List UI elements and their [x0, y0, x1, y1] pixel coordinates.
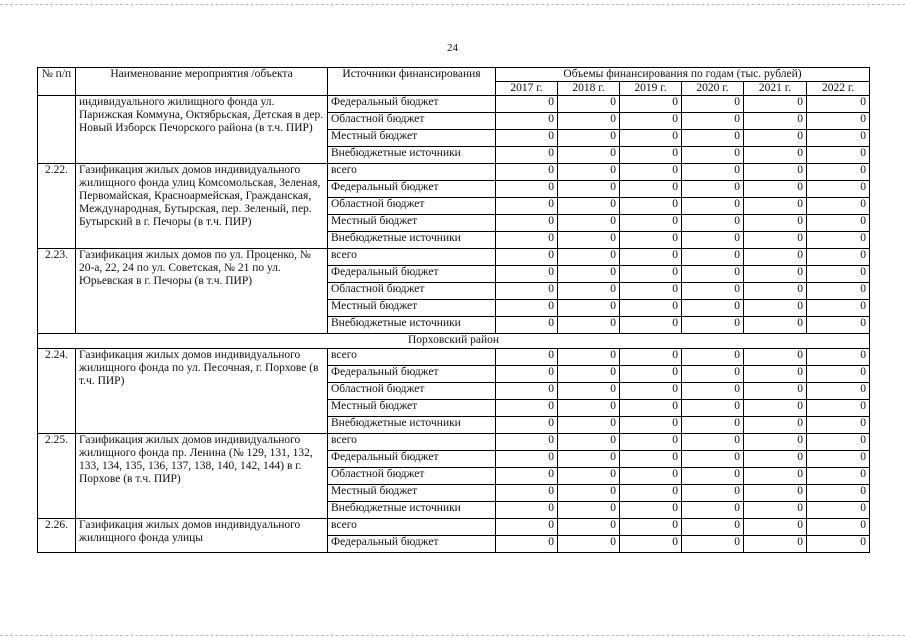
funding-source: всего	[328, 164, 496, 181]
funding-source: Местный бюджет	[328, 130, 496, 147]
year-value: 0	[558, 113, 620, 130]
year-value: 0	[807, 417, 870, 434]
year-value: 0	[744, 266, 807, 283]
item-name: Газификация жилых домов индивидуального жилищного фонда улицы	[76, 519, 328, 553]
item-number: 2.24.	[38, 349, 76, 434]
funding-source: всего	[328, 434, 496, 451]
year-value: 0	[620, 451, 682, 468]
year-value: 0	[496, 451, 558, 468]
year-value: 0	[682, 147, 744, 164]
year-value: 0	[744, 215, 807, 232]
year-value: 0	[496, 468, 558, 485]
year-value: 0	[682, 300, 744, 317]
year-value: 0	[807, 215, 870, 232]
year-value: 0	[620, 198, 682, 215]
year-value: 0	[682, 266, 744, 283]
year-value: 0	[496, 434, 558, 451]
year-value: 0	[807, 266, 870, 283]
funding-source: Местный бюджет	[328, 400, 496, 417]
item-name: Газификация жилых домов по ул. Проценко, № 20-а, 22, 24 по ул. Советская, № 21 по ул. Юрьевская в г. Печоры (в т.ч. ПИР)	[76, 249, 328, 334]
year-value: 0	[807, 198, 870, 215]
header-volumes: Объемы финансирования по годам (тыс. рублей)	[496, 68, 870, 82]
year-value: 0	[558, 383, 620, 400]
header-year: 2020 г.	[682, 82, 744, 96]
year-value: 0	[682, 400, 744, 417]
year-value: 0	[496, 215, 558, 232]
item-number: 2.23.	[38, 249, 76, 334]
year-value: 0	[620, 300, 682, 317]
year-value: 0	[682, 468, 744, 485]
year-value: 0	[807, 366, 870, 383]
year-value: 0	[682, 130, 744, 147]
year-value: 0	[558, 417, 620, 434]
year-value: 0	[496, 300, 558, 317]
year-value: 0	[807, 349, 870, 366]
item-number	[38, 96, 76, 164]
item-number: 2.25.	[38, 434, 76, 519]
year-value: 0	[558, 434, 620, 451]
table-row	[38, 249, 870, 266]
year-value: 0	[682, 349, 744, 366]
year-value: 0	[744, 317, 807, 334]
year-value: 0	[744, 96, 807, 113]
district-title: Порховский район	[38, 334, 870, 349]
year-value: 0	[496, 164, 558, 181]
year-value: 0	[620, 349, 682, 366]
year-value: 0	[558, 198, 620, 215]
year-value: 0	[807, 400, 870, 417]
year-value: 0	[807, 164, 870, 181]
year-value: 0	[807, 96, 870, 113]
scan-edge-top	[0, 4, 905, 5]
year-value: 0	[558, 317, 620, 334]
year-value: 0	[558, 366, 620, 383]
year-value: 0	[558, 130, 620, 147]
year-value: 0	[496, 317, 558, 334]
year-value: 0	[682, 502, 744, 519]
year-value: 0	[807, 249, 870, 266]
page-number: 24	[447, 42, 458, 54]
year-value: 0	[558, 164, 620, 181]
year-value: 0	[496, 198, 558, 215]
year-value: 0	[558, 519, 620, 536]
year-value: 0	[558, 485, 620, 502]
funding-source: всего	[328, 519, 496, 536]
year-value: 0	[558, 215, 620, 232]
year-value: 0	[620, 249, 682, 266]
year-value: 0	[620, 96, 682, 113]
year-value: 0	[807, 130, 870, 147]
header-year: 2018 г.	[558, 82, 620, 96]
year-value: 0	[682, 383, 744, 400]
year-value: 0	[807, 536, 870, 553]
year-value: 0	[807, 317, 870, 334]
year-value: 0	[496, 147, 558, 164]
year-value: 0	[807, 283, 870, 300]
year-value: 0	[496, 130, 558, 147]
year-value: 0	[558, 536, 620, 553]
year-value: 0	[744, 366, 807, 383]
year-value: 0	[620, 164, 682, 181]
year-value: 0	[744, 198, 807, 215]
year-value: 0	[496, 349, 558, 366]
year-value: 0	[558, 96, 620, 113]
header-num: № п/п	[38, 68, 76, 96]
year-value: 0	[620, 317, 682, 334]
year-value: 0	[620, 536, 682, 553]
year-value: 0	[496, 502, 558, 519]
funding-source: Внебюджетные источники	[328, 147, 496, 164]
table-row	[38, 434, 870, 451]
year-value: 0	[620, 266, 682, 283]
item-number: 2.26.	[38, 519, 76, 553]
scan-edge-bottom	[0, 635, 905, 636]
item-name: Газификация жилых домов индивидуального жилищного фонда пр. Ленина (№ 129, 131, 132, 133, 134, 135, 136, 137, 138, 140, 142, 144) в г. Порхове (в т.ч. ПИР)	[76, 434, 328, 519]
header-year: 2021 г.	[744, 82, 807, 96]
year-value: 0	[496, 249, 558, 266]
year-value: 0	[558, 451, 620, 468]
funding-source: Федеральный бюджет	[328, 266, 496, 283]
header-name: Наименование мероприятия /объекта	[76, 68, 328, 96]
year-value: 0	[620, 283, 682, 300]
year-value: 0	[744, 434, 807, 451]
year-value: 0	[807, 147, 870, 164]
funding-source: Местный бюджет	[328, 485, 496, 502]
year-value: 0	[496, 383, 558, 400]
header-year: 2022 г.	[807, 82, 870, 96]
year-value: 0	[744, 451, 807, 468]
year-value: 0	[744, 502, 807, 519]
year-value: 0	[682, 485, 744, 502]
year-value: 0	[744, 400, 807, 417]
year-value: 0	[682, 232, 744, 249]
year-value: 0	[620, 434, 682, 451]
year-value: 0	[807, 485, 870, 502]
funding-source: Внебюджетные источники	[328, 232, 496, 249]
year-value: 0	[496, 536, 558, 553]
year-value: 0	[620, 417, 682, 434]
year-value: 0	[620, 215, 682, 232]
funding-source: Областной бюджет	[328, 283, 496, 300]
year-value: 0	[682, 536, 744, 553]
year-value: 0	[744, 130, 807, 147]
year-value: 0	[620, 400, 682, 417]
year-value: 0	[682, 181, 744, 198]
year-value: 0	[496, 366, 558, 383]
item-name: Газификация жилых домов индивидуального жилищного фонда улиц Комсомольская, Зеленая, Первомайская, Красноармейская, Гражданская, Международная, Бутырская, пер. Зеленый, пер. Бутырский в г. Печоры (в т.ч. ПИР)	[76, 164, 328, 249]
year-value: 0	[620, 232, 682, 249]
year-value: 0	[496, 417, 558, 434]
year-value: 0	[620, 502, 682, 519]
funding-source: Областной бюджет	[328, 468, 496, 485]
year-value: 0	[496, 232, 558, 249]
header-row-1	[38, 68, 870, 82]
item-number: 2.22.	[38, 164, 76, 249]
item-name: индивидуального жилищного фонда ул. Парижская Коммуна, Октябрьская, Детская в дер. Новый Изборск Печорского района (в т.ч. ПИР)	[76, 96, 328, 164]
year-value: 0	[744, 383, 807, 400]
district-row	[38, 334, 870, 349]
funding-source: всего	[328, 349, 496, 366]
year-value: 0	[682, 366, 744, 383]
year-value: 0	[682, 164, 744, 181]
year-value: 0	[807, 181, 870, 198]
year-value: 0	[620, 181, 682, 198]
table-row	[38, 164, 870, 181]
funding-source: Областной бюджет	[328, 198, 496, 215]
year-value: 0	[558, 232, 620, 249]
year-value: 0	[744, 349, 807, 366]
year-value: 0	[682, 434, 744, 451]
year-value: 0	[558, 502, 620, 519]
year-value: 0	[620, 519, 682, 536]
year-value: 0	[558, 300, 620, 317]
year-value: 0	[496, 519, 558, 536]
year-value: 0	[807, 113, 870, 130]
year-value: 0	[496, 96, 558, 113]
year-value: 0	[807, 468, 870, 485]
year-value: 0	[620, 366, 682, 383]
table-row	[38, 96, 870, 113]
year-value: 0	[496, 485, 558, 502]
year-value: 0	[744, 147, 807, 164]
header-year: 2017 г.	[496, 82, 558, 96]
year-value: 0	[807, 502, 870, 519]
funding-source: Внебюджетные источники	[328, 317, 496, 334]
year-value: 0	[620, 468, 682, 485]
table-row	[38, 519, 870, 536]
year-value: 0	[620, 383, 682, 400]
year-value: 0	[807, 434, 870, 451]
year-value: 0	[496, 181, 558, 198]
year-value: 0	[682, 317, 744, 334]
year-value: 0	[682, 198, 744, 215]
year-value: 0	[682, 215, 744, 232]
funding-source: Внебюджетные источники	[328, 417, 496, 434]
year-value: 0	[744, 300, 807, 317]
year-value: 0	[807, 300, 870, 317]
year-value: 0	[496, 400, 558, 417]
funding-source: Областной бюджет	[328, 113, 496, 130]
year-value: 0	[496, 283, 558, 300]
year-value: 0	[620, 113, 682, 130]
year-value: 0	[744, 113, 807, 130]
year-value: 0	[744, 249, 807, 266]
year-value: 0	[682, 451, 744, 468]
year-value: 0	[682, 96, 744, 113]
year-value: 0	[558, 349, 620, 366]
year-value: 0	[744, 283, 807, 300]
year-value: 0	[744, 417, 807, 434]
year-value: 0	[744, 536, 807, 553]
year-value: 0	[558, 400, 620, 417]
year-value: 0	[744, 468, 807, 485]
year-value: 0	[682, 417, 744, 434]
year-value: 0	[682, 249, 744, 266]
item-name: Газификация жилых домов индивидуального жилищного фонда по ул. Песочная, г. Порхове (в т.ч. ПИР)	[76, 349, 328, 434]
funding-source: Федеральный бюджет	[328, 366, 496, 383]
header-sources: Источники финансирования	[328, 68, 496, 96]
year-value: 0	[558, 266, 620, 283]
year-value: 0	[744, 519, 807, 536]
financing-table	[37, 67, 870, 553]
year-value: 0	[620, 147, 682, 164]
funding-source: всего	[328, 249, 496, 266]
year-value: 0	[558, 468, 620, 485]
year-value: 0	[496, 113, 558, 130]
header-year: 2019 г.	[620, 82, 682, 96]
year-value: 0	[744, 232, 807, 249]
year-value: 0	[744, 164, 807, 181]
funding-source: Местный бюджет	[328, 300, 496, 317]
year-value: 0	[620, 130, 682, 147]
year-value: 0	[682, 283, 744, 300]
funding-source: Федеральный бюджет	[328, 451, 496, 468]
table-row	[38, 349, 870, 366]
year-value: 0	[807, 232, 870, 249]
funding-source: Внебюджетные источники	[328, 502, 496, 519]
funding-source: Федеральный бюджет	[328, 181, 496, 198]
funding-source: Федеральный бюджет	[328, 96, 496, 113]
year-value: 0	[496, 266, 558, 283]
year-value: 0	[682, 519, 744, 536]
year-value: 0	[620, 485, 682, 502]
year-value: 0	[807, 383, 870, 400]
funding-source: Областной бюджет	[328, 383, 496, 400]
year-value: 0	[807, 451, 870, 468]
year-value: 0	[558, 181, 620, 198]
year-value: 0	[807, 519, 870, 536]
year-value: 0	[744, 181, 807, 198]
year-value: 0	[558, 249, 620, 266]
year-value: 0	[558, 283, 620, 300]
funding-source: Местный бюджет	[328, 215, 496, 232]
year-value: 0	[682, 113, 744, 130]
funding-source: Федеральный бюджет	[328, 536, 496, 553]
year-value: 0	[744, 485, 807, 502]
year-value: 0	[558, 147, 620, 164]
